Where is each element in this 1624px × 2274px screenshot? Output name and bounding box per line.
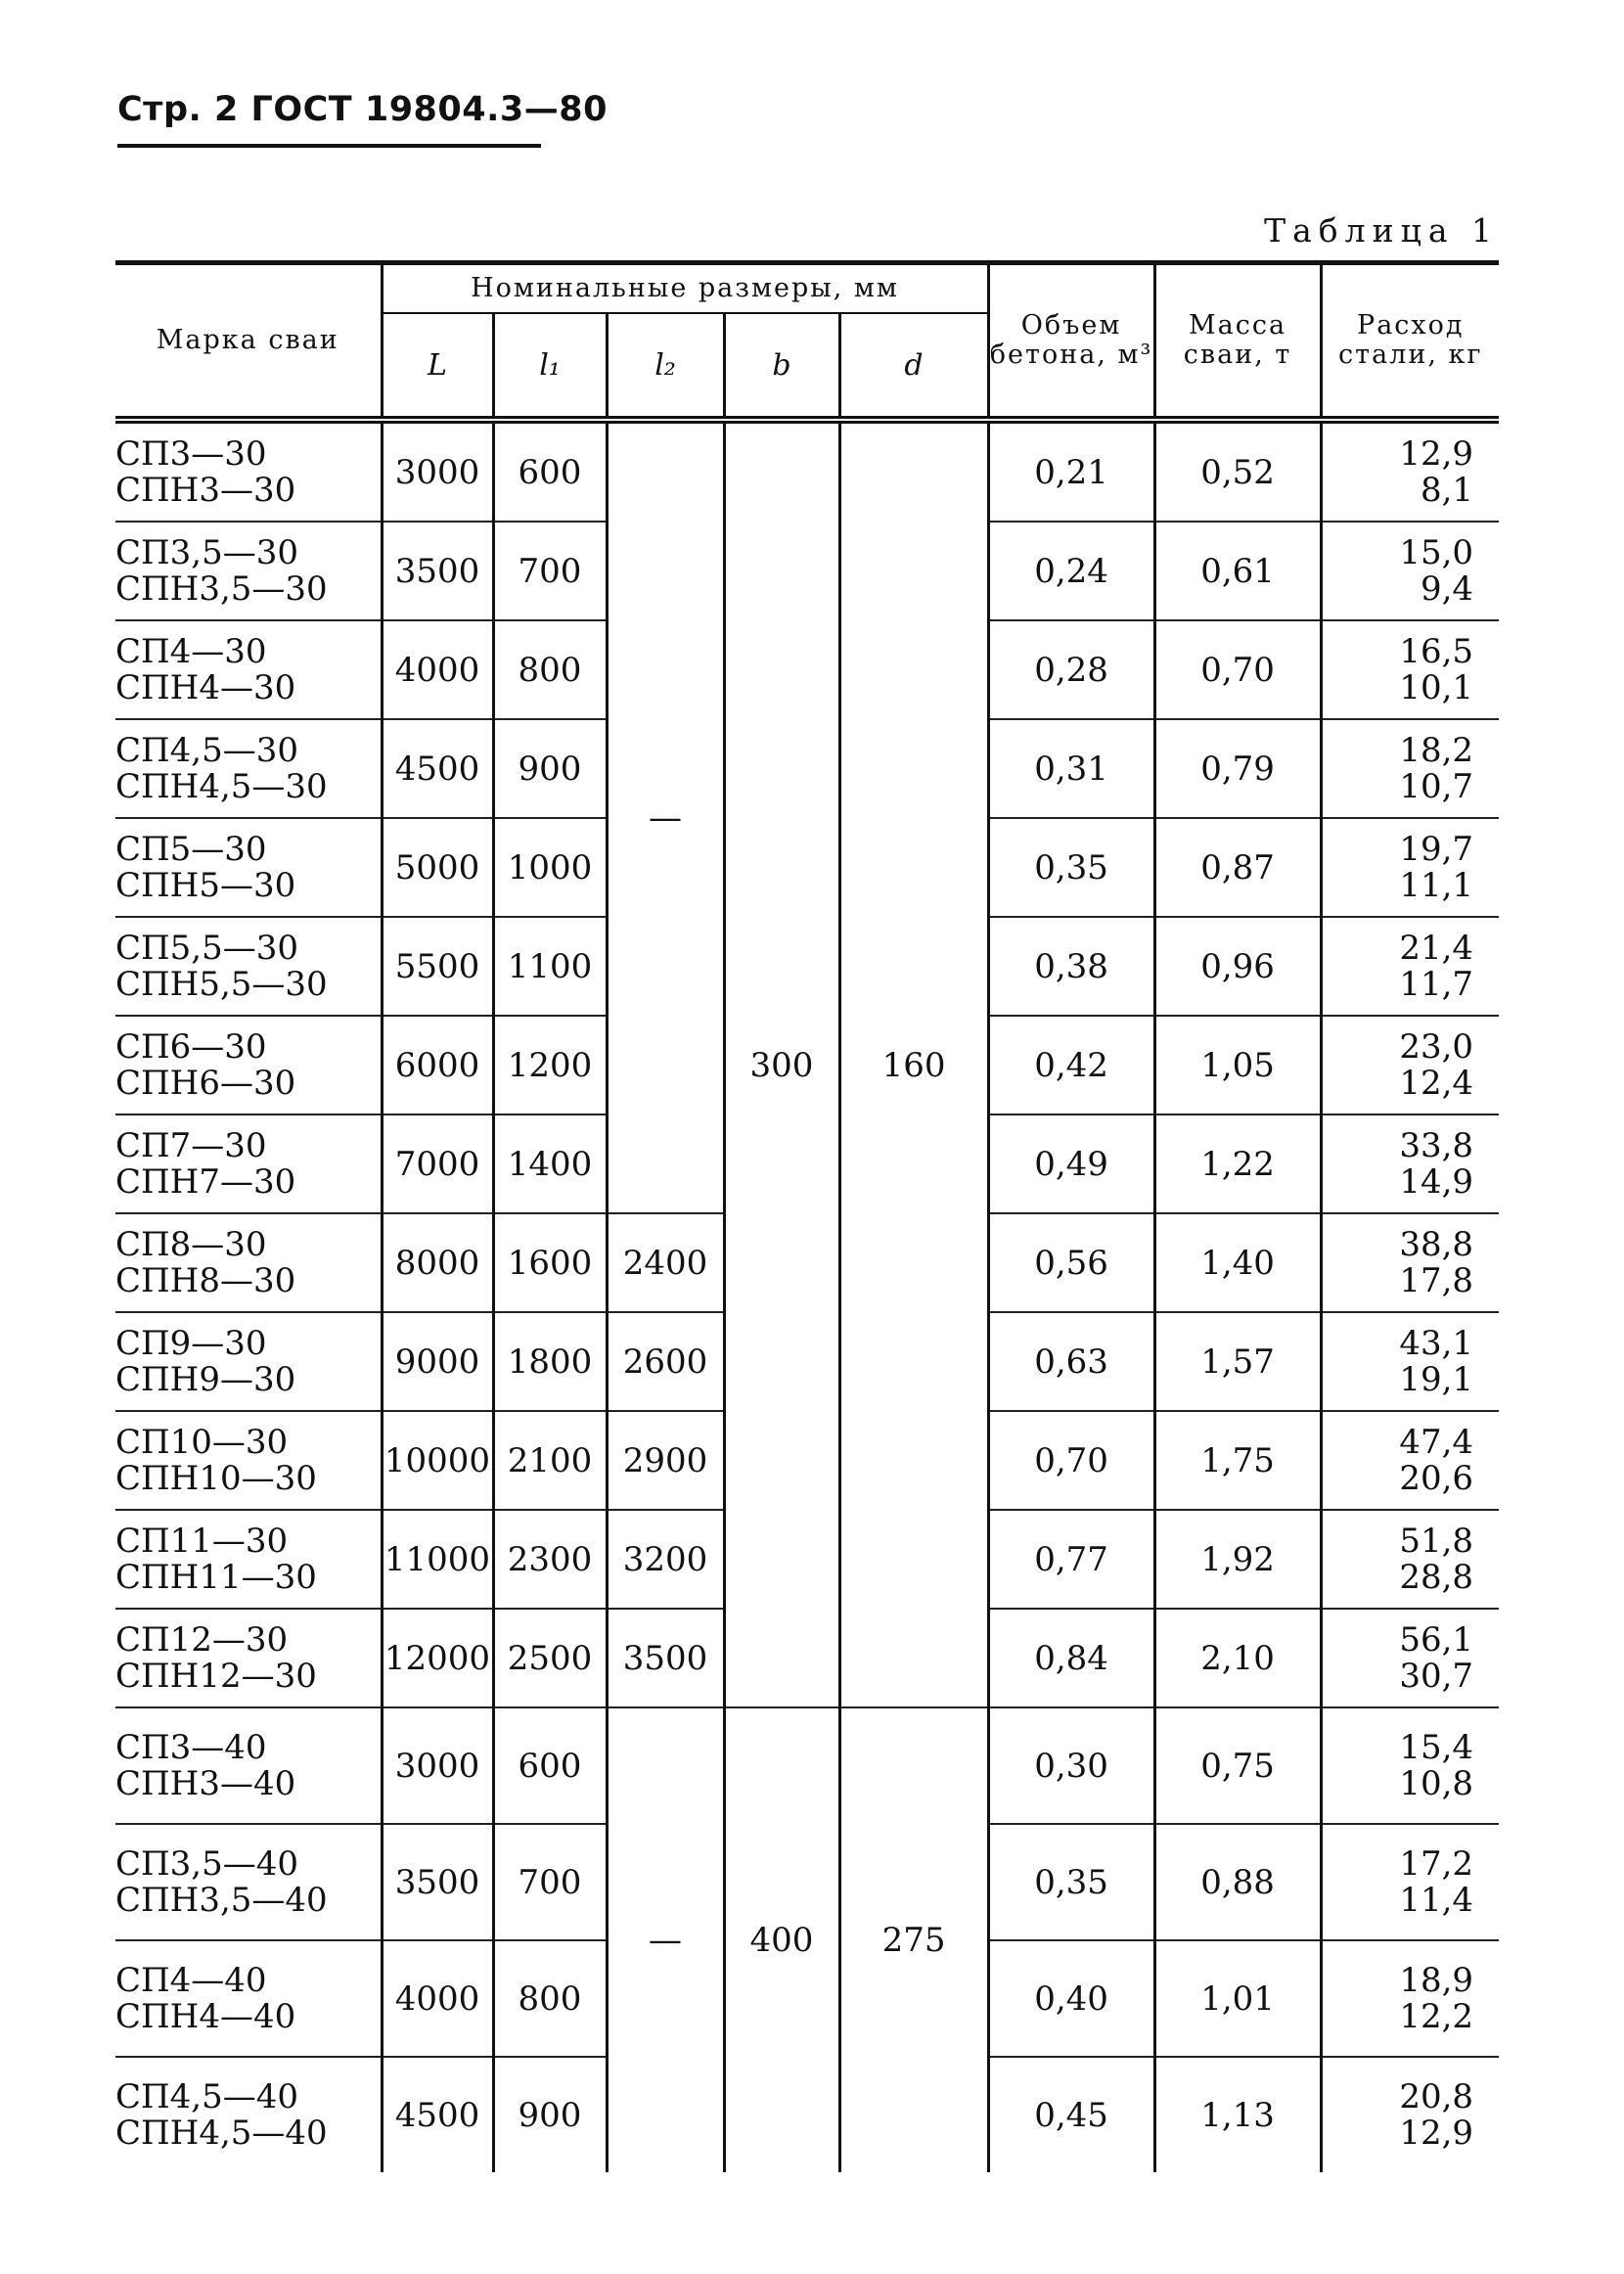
length-l1: 1400 xyxy=(493,1114,607,1213)
steel-usage xyxy=(1321,420,1499,522)
steel-usage-primary: 38,8 xyxy=(1399,1224,1474,1264)
steel-usage xyxy=(1321,1312,1499,1411)
steel-usage xyxy=(1321,1114,1499,1213)
pile-mark xyxy=(115,1114,382,1213)
length-l1: 1600 xyxy=(493,1213,607,1312)
header-concrete-volume: Объем бетона, м³ xyxy=(988,263,1154,421)
pile-mark-secondary: СПН5,5—30 xyxy=(115,964,328,1004)
pile-mass: 0,75 xyxy=(1154,1707,1321,1824)
table-row xyxy=(115,1707,1499,1824)
steel-usage xyxy=(1321,1707,1499,1824)
length-l2: 3500 xyxy=(607,1609,724,1707)
concrete-volume: 0,42 xyxy=(988,1016,1154,1114)
steel-usage xyxy=(1321,620,1499,719)
steel-usage-primary: 18,9 xyxy=(1399,1960,1474,2000)
length-L: 3000 xyxy=(382,1707,493,1824)
pile-mass: 0,96 xyxy=(1154,917,1321,1016)
concrete-volume: 0,70 xyxy=(988,1411,1154,1510)
pile-mark-secondary: СПН4,5—30 xyxy=(115,766,328,806)
pile-mass: 0,52 xyxy=(1154,420,1321,522)
steel-usage-primary: 16,5 xyxy=(1399,631,1474,671)
steel-usage-secondary: 9,4 xyxy=(1420,568,1474,609)
pile-mass: 1,13 xyxy=(1154,2057,1321,2172)
pile-mark-secondary: СПН3,5—30 xyxy=(115,568,328,609)
steel-usage-primary: 43,1 xyxy=(1399,1323,1474,1363)
pile-mark-primary: СП11—30 xyxy=(115,1521,289,1561)
concrete-volume: 0,21 xyxy=(988,420,1154,522)
diameter-d-group-30: 160 xyxy=(839,420,988,1707)
pile-mark-secondary: СПН3,5—40 xyxy=(115,1880,328,1920)
pile-mark-secondary: СПН3—30 xyxy=(115,470,296,510)
steel-usage-secondary: 17,8 xyxy=(1399,1260,1474,1300)
pile-mark-primary: СП5—30 xyxy=(115,829,267,869)
pile-mark-secondary: СПН4—30 xyxy=(115,667,296,707)
steel-usage xyxy=(1321,818,1499,917)
length-L: 5500 xyxy=(382,917,493,1016)
pile-mark-primary: СП3—30 xyxy=(115,433,267,474)
steel-usage-secondary: 28,8 xyxy=(1399,1557,1474,1597)
header-nominal-sizes: Номинальные размеры, мм xyxy=(382,263,988,314)
pile-mass: 0,61 xyxy=(1154,522,1321,620)
pile-mark xyxy=(115,620,382,719)
pile-mass: 0,79 xyxy=(1154,719,1321,818)
concrete-volume: 0,35 xyxy=(988,1824,1154,1940)
steel-usage-secondary: 10,7 xyxy=(1399,766,1474,806)
pile-mark xyxy=(115,1016,382,1114)
length-l1: 2100 xyxy=(493,1411,607,1510)
pile-mark xyxy=(115,917,382,1016)
pile-mark-secondary: СПН11—30 xyxy=(115,1557,317,1597)
steel-usage-primary: 12,9 xyxy=(1399,433,1474,474)
header-steel-usage: Расход стали, кг xyxy=(1321,263,1499,421)
pile-mark-primary: СП4,5—40 xyxy=(115,2076,298,2116)
concrete-volume: 0,49 xyxy=(988,1114,1154,1213)
pile-mark xyxy=(115,1312,382,1411)
length-l2: 2600 xyxy=(607,1312,724,1411)
diameter-d-group-40: 275 xyxy=(839,1707,988,2172)
pile-mass: 1,22 xyxy=(1154,1114,1321,1213)
steel-usage xyxy=(1321,1016,1499,1114)
length-l1: 1000 xyxy=(493,818,607,917)
concrete-volume: 0,35 xyxy=(988,818,1154,917)
length-L: 11000 xyxy=(382,1510,493,1609)
pile-mark-secondary: СПН12—30 xyxy=(115,1656,317,1696)
table-caption: Таблица 1 xyxy=(1264,211,1499,250)
length-l1: 1200 xyxy=(493,1016,607,1114)
pile-mark-primary: СП5,5—30 xyxy=(115,928,298,968)
concrete-volume: 0,38 xyxy=(988,917,1154,1016)
pile-mark-secondary: СПН4—40 xyxy=(115,1996,296,2036)
pile-mark-primary: СП9—30 xyxy=(115,1323,267,1363)
pile-mark-secondary: СПН5—30 xyxy=(115,865,296,905)
steel-usage-secondary: 11,4 xyxy=(1399,1880,1474,1920)
pile-mark-primary: СП3,5—30 xyxy=(115,532,298,572)
length-l1: 2500 xyxy=(493,1609,607,1707)
pile-mark xyxy=(115,2057,382,2172)
length-L: 8000 xyxy=(382,1213,493,1312)
concrete-volume: 0,77 xyxy=(988,1510,1154,1609)
pile-mark-primary: СП4—40 xyxy=(115,1960,267,2000)
pile-mark-secondary: СПН4,5—40 xyxy=(115,2113,328,2153)
l2-dash-group-30: — xyxy=(607,420,724,1213)
steel-usage-secondary: 19,1 xyxy=(1399,1359,1474,1399)
pile-mark-secondary: СПН3—40 xyxy=(115,1763,296,1803)
length-L: 3500 xyxy=(382,1824,493,1940)
concrete-volume: 0,31 xyxy=(988,719,1154,818)
pile-mark xyxy=(115,1940,382,2057)
pile-mark-primary: СП4—30 xyxy=(115,631,267,671)
length-L: 3000 xyxy=(382,420,493,522)
steel-usage-primary: 20,8 xyxy=(1399,2076,1474,2116)
pile-mark xyxy=(115,420,382,522)
pile-mark-secondary: СПН8—30 xyxy=(115,1260,296,1300)
concrete-volume: 0,45 xyxy=(988,2057,1154,2172)
width-b-group-30: 300 xyxy=(724,420,839,1707)
steel-usage-primary: 18,2 xyxy=(1399,730,1474,770)
length-l1: 700 xyxy=(493,522,607,620)
pile-mark-primary: СП7—30 xyxy=(115,1125,267,1165)
steel-usage xyxy=(1321,1411,1499,1510)
pile-mark xyxy=(115,719,382,818)
width-b-group-40: 400 xyxy=(724,1707,839,2172)
concrete-volume: 0,30 xyxy=(988,1707,1154,1824)
page-header: Стр. 2 ГОСТ 19804.3—80 xyxy=(117,90,608,129)
length-L: 4500 xyxy=(382,2057,493,2172)
steel-usage xyxy=(1321,1940,1499,2057)
pile-mass: 1,92 xyxy=(1154,1510,1321,1609)
steel-usage-secondary: 10,8 xyxy=(1399,1763,1474,1803)
length-l1: 1800 xyxy=(493,1312,607,1411)
pile-mark xyxy=(115,1411,382,1510)
steel-usage-secondary: 30,7 xyxy=(1399,1656,1474,1696)
concrete-volume: 0,84 xyxy=(988,1609,1154,1707)
steel-usage-primary: 21,4 xyxy=(1399,928,1474,968)
pile-mark-secondary: СПН7—30 xyxy=(115,1161,296,1202)
steel-usage-secondary: 11,7 xyxy=(1399,964,1474,1004)
length-L: 4000 xyxy=(382,1940,493,2057)
steel-usage-primary: 15,4 xyxy=(1399,1727,1474,1767)
pile-mark-primary: СП8—30 xyxy=(115,1224,267,1264)
concrete-volume: 0,56 xyxy=(988,1213,1154,1312)
steel-usage-primary: 23,0 xyxy=(1399,1026,1474,1067)
header-l2: l₂ xyxy=(607,313,724,420)
pile-mark xyxy=(115,1213,382,1312)
length-L: 4000 xyxy=(382,620,493,719)
length-l1: 800 xyxy=(493,620,607,719)
pile-mass: 0,70 xyxy=(1154,620,1321,719)
pile-mass: 1,40 xyxy=(1154,1213,1321,1312)
concrete-volume: 0,28 xyxy=(988,620,1154,719)
length-l2: 3200 xyxy=(607,1510,724,1609)
header-b: b xyxy=(724,313,839,420)
pile-mass: 1,01 xyxy=(1154,1940,1321,2057)
steel-usage-primary: 51,8 xyxy=(1399,1521,1474,1561)
steel-usage-primary: 33,8 xyxy=(1399,1125,1474,1165)
steel-usage xyxy=(1321,522,1499,620)
length-l1: 800 xyxy=(493,1940,607,2057)
table-row xyxy=(115,420,1499,522)
pile-mark xyxy=(115,818,382,917)
pile-mark-primary: СП3—40 xyxy=(115,1727,267,1767)
steel-usage-secondary: 12,4 xyxy=(1399,1063,1474,1103)
pile-mark-secondary: СПН6—30 xyxy=(115,1063,296,1103)
pile-mass: 1,75 xyxy=(1154,1411,1321,1510)
length-l1: 2300 xyxy=(493,1510,607,1609)
length-L: 7000 xyxy=(382,1114,493,1213)
steel-usage xyxy=(1321,1609,1499,1707)
steel-usage-secondary: 14,9 xyxy=(1399,1161,1474,1202)
steel-usage xyxy=(1321,917,1499,1016)
pile-mark-primary: СП3,5—40 xyxy=(115,1843,298,1884)
pile-mark-primary: СП12—30 xyxy=(115,1619,289,1660)
steel-usage-secondary: 10,1 xyxy=(1399,667,1474,707)
concrete-volume: 0,63 xyxy=(988,1312,1154,1411)
length-L: 10000 xyxy=(382,1411,493,1510)
steel-usage-primary: 19,7 xyxy=(1399,829,1474,869)
steel-usage-secondary: 12,2 xyxy=(1399,1996,1474,2036)
pile-mass: 1,05 xyxy=(1154,1016,1321,1114)
pile-mark xyxy=(115,1510,382,1609)
steel-usage-primary: 17,2 xyxy=(1399,1843,1474,1884)
steel-usage-secondary: 20,6 xyxy=(1399,1458,1474,1498)
l2-dash-group-40: — xyxy=(607,1707,724,2172)
length-l1: 900 xyxy=(493,2057,607,2172)
pile-mass: 1,57 xyxy=(1154,1312,1321,1411)
header-mark: Марка сваи xyxy=(115,263,382,421)
steel-usage xyxy=(1321,1510,1499,1609)
steel-usage-primary: 47,4 xyxy=(1399,1422,1474,1462)
pile-mark xyxy=(115,522,382,620)
length-l1: 600 xyxy=(493,420,607,522)
steel-usage-secondary: 12,9 xyxy=(1399,2113,1474,2153)
header-L: L xyxy=(382,313,493,420)
length-L: 4500 xyxy=(382,719,493,818)
header-l1: l₁ xyxy=(493,313,607,420)
length-L: 12000 xyxy=(382,1609,493,1707)
concrete-volume: 0,40 xyxy=(988,1940,1154,2057)
pile-mark xyxy=(115,1707,382,1824)
header-pile-mass: Масса сваи, т xyxy=(1154,263,1321,421)
length-l1: 900 xyxy=(493,719,607,818)
length-l2: 2900 xyxy=(607,1411,724,1510)
length-l1: 1100 xyxy=(493,917,607,1016)
pile-mass: 0,87 xyxy=(1154,818,1321,917)
steel-usage xyxy=(1321,2057,1499,2172)
steel-usage-secondary: 8,1 xyxy=(1420,470,1474,510)
steel-usage xyxy=(1321,1824,1499,1940)
length-L: 6000 xyxy=(382,1016,493,1114)
steel-usage-secondary: 11,1 xyxy=(1399,865,1474,905)
length-L: 3500 xyxy=(382,522,493,620)
length-L: 5000 xyxy=(382,818,493,917)
length-L: 9000 xyxy=(382,1312,493,1411)
concrete-volume: 0,24 xyxy=(988,522,1154,620)
steel-usage xyxy=(1321,719,1499,818)
pile-mark-primary: СП6—30 xyxy=(115,1026,267,1067)
steel-usage xyxy=(1321,1213,1499,1312)
header-d: d xyxy=(839,313,988,420)
pile-mass: 2,10 xyxy=(1154,1609,1321,1707)
length-l1: 600 xyxy=(493,1707,607,1824)
steel-usage-primary: 15,0 xyxy=(1399,532,1474,572)
pile-mark-primary: СП10—30 xyxy=(115,1422,289,1462)
pile-mark-primary: СП4,5—30 xyxy=(115,730,298,770)
steel-usage-primary: 56,1 xyxy=(1399,1619,1474,1660)
pile-mark-secondary: СПН10—30 xyxy=(115,1458,317,1498)
length-l1: 700 xyxy=(493,1824,607,1940)
pile-mark xyxy=(115,1609,382,1707)
pile-mark xyxy=(115,1824,382,1940)
header-underline xyxy=(117,144,541,148)
piles-table xyxy=(115,260,1499,2172)
pile-mark-secondary: СПН9—30 xyxy=(115,1359,296,1399)
length-l2: 2400 xyxy=(607,1213,724,1312)
pile-mass: 0,88 xyxy=(1154,1824,1321,1940)
